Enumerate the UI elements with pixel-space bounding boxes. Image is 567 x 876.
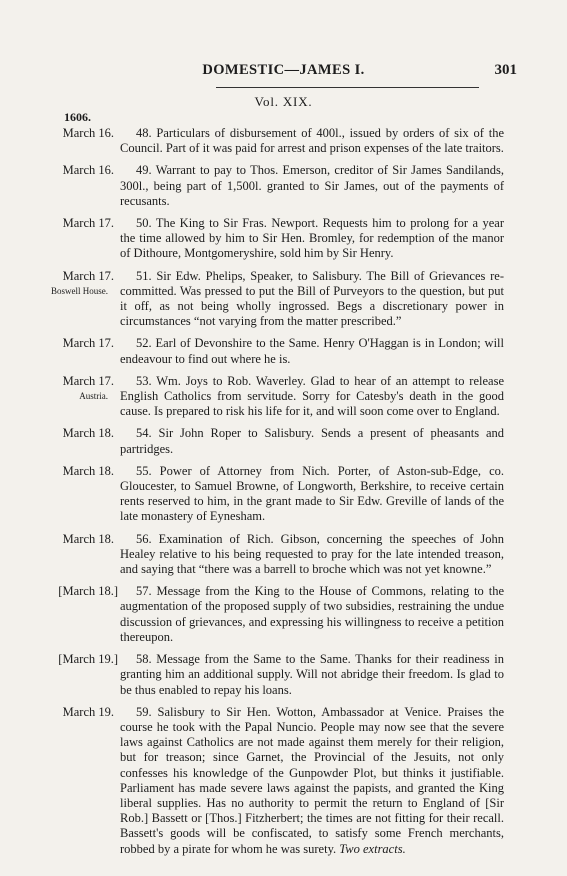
entry-text-body: 59. Salisbury to Sir Hen. Wotton, Ambassador at Venice. Praises the course he took with the Papal Nuncio. People may now see that the severe laws against Catholics are not made against them merely for their religion, but for treason; since Garnet, the Provincial of the Jesuits, not only confesses his knowledge of the Gunpowder Plot, but thinks it justifiable. Parliament has made severe laws against the papists, and granted the King liberal supplies. Has no authority to permit the return to England of [Sir Rob.] Bassett or [Thos.] Fitzherbert; the times are not fitting for their recall. Bassett's goods will be confiscated, to satisfy some French merchants, robbed by a pirate for whom he was surety. bbox=[120, 704, 504, 856]
entry-note-italic: Two extracts. bbox=[339, 841, 406, 856]
entry-place: Austria. bbox=[79, 390, 108, 401]
entry-text: 58. Message from the Same to the Same. Thanks for their readiness in granting him an additional supply. Will not abridge their freedom. Is glad to be thus enabled to repay his loans. bbox=[120, 652, 504, 697]
entry-date: March 17. bbox=[62, 336, 114, 351]
entry-date: March 16. bbox=[62, 126, 114, 140]
running-head-title: DOMESTIC—JAMES I. bbox=[202, 62, 365, 78]
calendar-entry bbox=[0, 464, 567, 525]
entry-date: [March 19.] bbox=[58, 652, 118, 667]
calendar-entry bbox=[0, 336, 567, 366]
entry-text: 49. Warrant to pay to Thos. Emerson, creditor of Sir James Sandilands, 300l., being part of 1,500l. granted to Sir James, out of the payments of recusants. bbox=[120, 163, 504, 208]
entry-date: March 17. bbox=[62, 268, 114, 283]
calendar-entry bbox=[0, 216, 567, 262]
entry-date: March 16. bbox=[62, 163, 114, 178]
entry-text bbox=[120, 705, 504, 857]
entry-text: 54. Sir John Roper to Salisbury. Sends a present of pheasants and partridges. bbox=[120, 426, 504, 456]
calendar-entry bbox=[0, 584, 567, 645]
entry-date: March 17. bbox=[62, 216, 114, 231]
entry-text: 52. Earl of Devonshire to the Same. Henry O'Haggan is in London; will endeavour to find out where he is. bbox=[120, 336, 504, 366]
calendar-entry bbox=[0, 163, 567, 209]
entry-text: 53. Wm. Joys to Rob. Waverley. Glad to hear of an attempt to release English Catholics from servitude. Sorry for Catesby's death in the good cause. Is prepared to risk his life for it, and will soon come over to England. bbox=[120, 373, 504, 419]
calendar-entry bbox=[0, 705, 567, 857]
volume-heading: Vol. XIX. bbox=[254, 94, 313, 109]
calendar-entry bbox=[0, 532, 567, 578]
calendar-entry bbox=[0, 126, 567, 156]
calendar-entry bbox=[0, 426, 567, 456]
page-number: 301 bbox=[494, 62, 517, 78]
year-heading: 1606. bbox=[64, 110, 91, 124]
entry-text: 50. The King to Sir Fras. Newport. Requests him to prolong for a year the time allowed by him to Sir Hen. Bromley, for redemption of the manor of Dithoure, Montgomeryshire, sold him by Sir Henry. bbox=[120, 216, 504, 261]
entry-text: 51. Sir Edw. Phelips, Speaker, to Salisbury. The Bill of Grievances re-committed. Was pressed to put the Bill of Purveyors to the question, but put it off, as not being wholly ingrossed. Begs a discretionary power in circumstances “not varying from the matter prescribed.” bbox=[120, 268, 504, 329]
running-head bbox=[0, 62, 567, 86]
calendar-entry bbox=[0, 652, 567, 698]
header-rule bbox=[216, 87, 479, 88]
entry-date: [March 18.] bbox=[58, 584, 118, 599]
calendar-entries bbox=[0, 126, 567, 864]
entry-text: 55. Power of Attorney from Nich. Porter, of Aston-sub-Edge, co. Gloucester, to Samuel Browne, of Longworth, Berkshire, to receive certain rents reserved to him, in the grant made to Sir Edw. Greville of lands of the late monastery of Eynesham. bbox=[120, 463, 504, 524]
entry-date: March 19. bbox=[62, 704, 114, 719]
entry-date: March 18. bbox=[62, 531, 114, 546]
entry-date: March 18. bbox=[62, 426, 114, 441]
entry-date: March 17. bbox=[62, 373, 114, 388]
entry-place: Boswell House. bbox=[51, 285, 108, 296]
calendar-entry bbox=[0, 374, 567, 420]
entry-date: March 18. bbox=[62, 463, 114, 478]
entry-text: 57. Message from the King to the House of Commons, relating to the augmentation of the proposed supply of two subsidies, restraining the undue discussion of grievances, and expressing his willingness to receive a petition thereupon. bbox=[120, 584, 504, 644]
entry-text: 48. Particulars of disbursement of 400l., issued by orders of six of the Council. Part of it was paid for arrest and prison expenses of the late traitors. bbox=[120, 126, 504, 156]
entry-text: 56. Examination of Rich. Gibson, concerning the speeches of John Healey relative to his being requested to pray for the late intended treason, and saying that “there was a barrell to broche which was not yet knowne.” bbox=[120, 531, 504, 577]
calendar-entry bbox=[0, 269, 567, 330]
